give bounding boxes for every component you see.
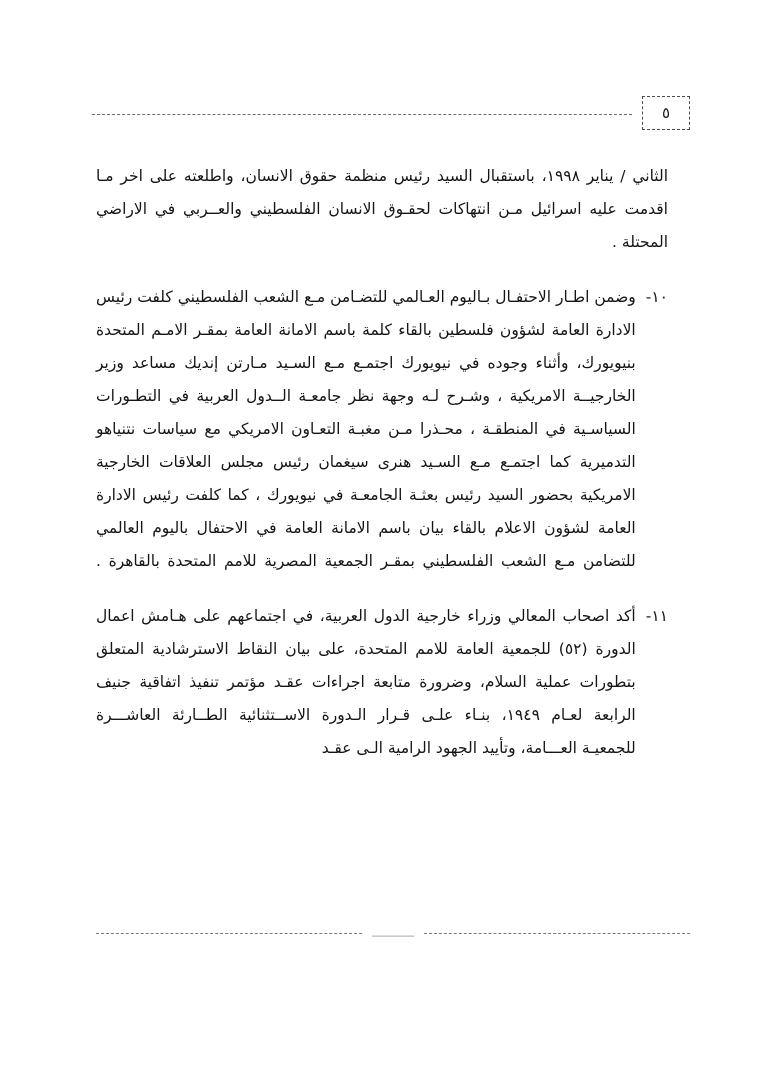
footer-divider-left <box>96 933 362 934</box>
page-footer <box>96 920 690 946</box>
header-divider <box>92 114 632 115</box>
paragraph-item-11 <box>96 600 668 765</box>
page-number-box <box>642 96 690 130</box>
page-header <box>92 96 690 130</box>
paragraph-number: ١١- <box>645 607 668 625</box>
page-number: ٥ <box>661 104 671 122</box>
footer-ornament: ـــــــــــــ <box>372 927 414 939</box>
document-body <box>96 160 668 765</box>
paragraph-text: أكد اصحاب المعالي وزراء خارجية الدول العربية، في اجتماعهم على هـامش اعمال الدورة (٥٢) للجمعية العامة للامم المتحدة، على بيان النقاط الاسترشادية المتعلق بتطورات عملية السلام، وضرورة متابعة اجراءات عقـد مؤتمر تنفيذ اتفاقية جنيف الرابعة لعـام ١٩٤٩، بنـاء علـى قـرار الـدورة الاســتثنائية الطــارئة العاشـــرة للجمعيـة العـــامة، وتأييد الجهود الرامية الـى عقـد <box>96 607 636 757</box>
paragraph-number: ١٠- <box>645 288 668 306</box>
footer-divider-right <box>424 933 690 934</box>
paragraph-text: وضمن اطـار الاحتفـال بـاليوم العـالمي للتضـامن مـع الشعب الفلسطيني كلفت رئيس الادارة العامة لشؤون فلسطين بالقاء كلمة باسم الامانة العامة بمقـر الامـم المتحدة بنيويورك، وأثناء وجوده في نيويورك اجتمـع مـع السـيد مـارتن إنديك مساعد وزير الخارجيــة الامريكية ، وشـرح لـه وجهة نظر جامعـة الــدول العربية في التطـورات السياسـية في المنطقـة ، محـذرا مـن مغبـة التعـاون الامريكي مع سياسات نتنياهو التدميرية كما اجتمـع مـع السـيد هنرى سيغمان رئيس مجلس العلاقات الخارجية الامريكية بحضور السيد رئيس بعثـة الجامعـة في نيويورك ، كما كلفت رئيس الادارة العامة لشؤون الاعلام بالقاء بيان باسم الامانة العامة في الاحتفال باليوم العالمي للتضامن مـع الشعب الفلسطيني بمقـر الجمعية المصرية للامم المتحدة بالقاهرة . <box>96 288 636 570</box>
paragraph-continuation: الثاني / يناير ١٩٩٨، باستقبال السيد رئيس منظمة حقوق الانسان، واطلعته على اخر مـا اقدمت عليه اسرائيل مـن انتهاكات لحقـوق الانسان الفلسطيني والعــربي في الاراضي المحتلة . <box>96 167 668 251</box>
paragraph-item-10 <box>96 281 668 578</box>
